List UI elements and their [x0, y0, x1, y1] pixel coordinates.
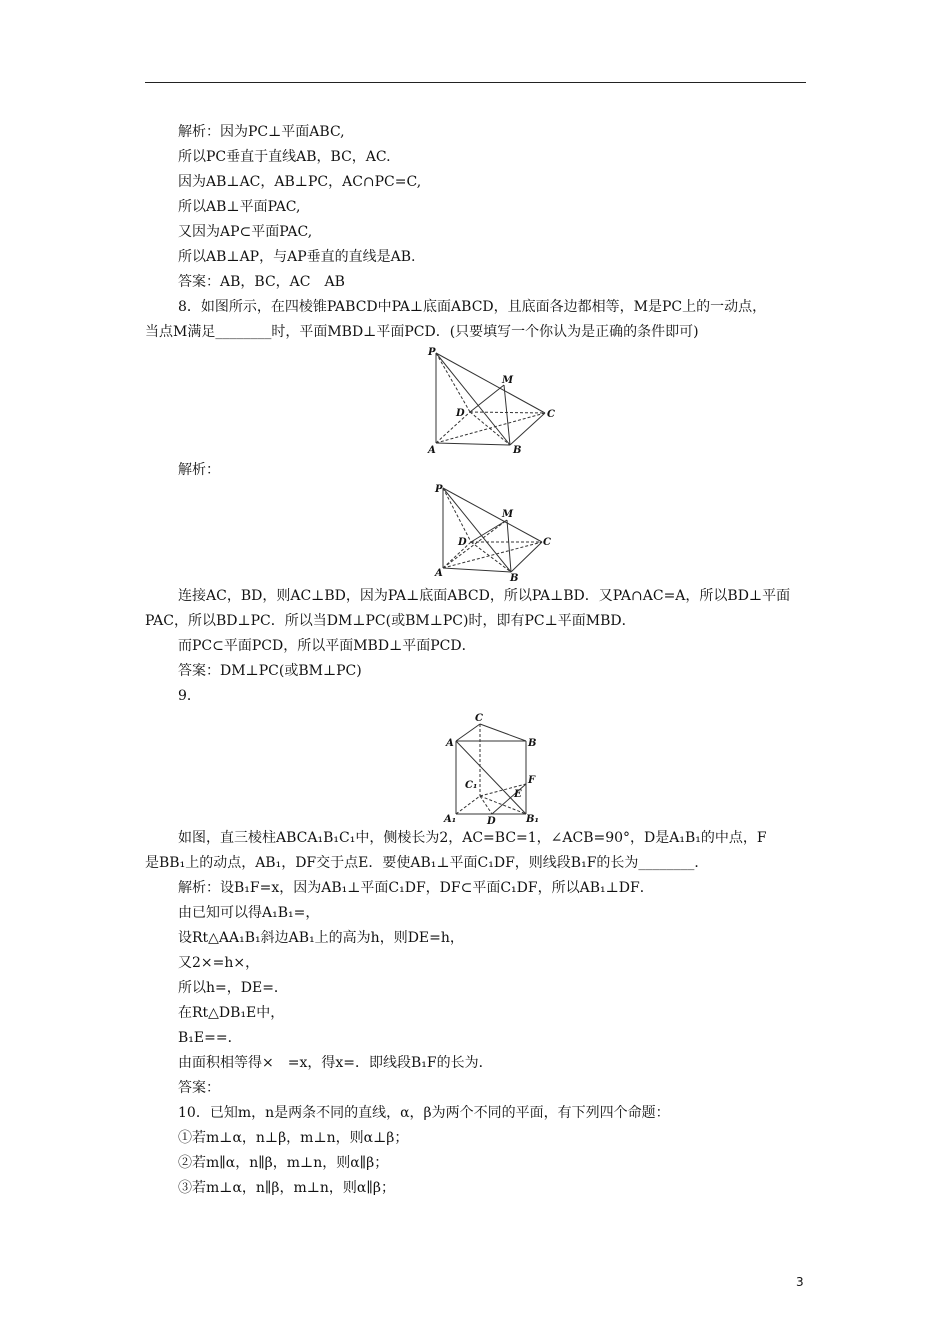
problem9-number: 9． — [178, 688, 201, 704]
solution7-answer: 答案：AB，BC，AC AB — [178, 274, 345, 290]
problem9-solution: 由已知可以得A₁B₁=， — [178, 905, 320, 921]
problem9-solution: 在Rt△DB₁E中， — [178, 1005, 285, 1021]
problem10-proposition: ③若m⊥α，n∥β，m⊥n，则α∥β； — [178, 1180, 395, 1196]
problem10-proposition: ②若m∥α，n∥β，m⊥n，则α∥β； — [178, 1155, 389, 1171]
label-C: C — [547, 409, 555, 420]
solution7-line: 所以AB⊥平面PAC, — [178, 199, 301, 215]
label-B: B — [510, 573, 519, 584]
problem9-solution: B₁E==． — [178, 1030, 242, 1046]
pyramid-solution-figure — [425, 480, 565, 585]
solution7-line: 因为AB⊥AC，AB⊥PC，AC∩PC=C, — [178, 174, 422, 190]
label-C1: C₁ — [465, 780, 478, 791]
solution7-line: 又因为AP⊂平面PAC, — [178, 224, 313, 240]
problem9-solution: 又2×=h×， — [178, 955, 260, 971]
problem9-solution: 所以h=，DE=． — [178, 980, 288, 996]
problem8-statement: 当点M满足________时，平面MBD⊥平面PCD．(只要填写一个你认为是正确的条件即可) — [145, 324, 699, 340]
label-P: P — [428, 347, 436, 358]
problem9-solution: 由面积相等得× =x，得x=．即线段B₁F的长为． — [178, 1055, 493, 1071]
problem8-answer: 答案：DM⊥PC(或BM⊥PC) — [178, 663, 362, 679]
label-E: E — [514, 789, 522, 800]
problem8-solution: PAC，所以BD⊥PC．所以当DM⊥PC(或BM⊥PC)时，即有PC⊥平面MBD． — [145, 613, 636, 629]
label-C: C — [475, 713, 483, 724]
problem9-statement: 如图，直三棱柱ABCA₁B₁C₁中，侧棱长为2，AC=BC=1，∠ACB=90°，D是A₁B₁的中点，F — [178, 830, 767, 846]
problem9-solution: 解析：设B₁F=x，因为AB₁⊥平面C₁DF，DF⊂平面C₁DF，所以AB₁⊥DF． — [178, 880, 654, 896]
problem10-statement: 10．已知m，n是两条不同的直线，α，β为两个不同的平面，有下列四个命题： — [178, 1105, 670, 1121]
label-A: A — [428, 445, 436, 456]
label-M: M — [502, 509, 514, 520]
label-F: F — [528, 775, 536, 786]
problem8-solution: 而PC⊂平面PCD，所以平面MBD⊥平面PCD． — [178, 638, 476, 654]
problem10-proposition: ①若m⊥α，n⊥β，m⊥n，则α⊥β； — [178, 1130, 409, 1146]
header-rule — [145, 82, 806, 83]
label-B: B — [513, 445, 522, 456]
label-M: M — [502, 375, 514, 386]
prism-figure — [440, 708, 550, 828]
problem9-answer: 答案： — [178, 1080, 220, 1096]
problem8-statement: 8．如图所示，在四棱锥PABCD中PA⊥底面ABCD，且底面各边都相等，M是PC上的一动点， — [178, 299, 767, 315]
label-A: A — [435, 568, 443, 579]
solution7-line: 解析：因为PC⊥平面ABC, — [178, 124, 345, 140]
label-C: C — [543, 537, 551, 548]
page-number: 3 — [796, 1275, 804, 1289]
pyramid-figure — [420, 345, 560, 460]
problem8-analysis-label: 解析： — [178, 462, 220, 478]
label-D: D — [456, 408, 465, 419]
label-P: P — [435, 484, 443, 495]
label-A: A — [446, 738, 454, 749]
label-B1: B₁ — [526, 814, 539, 825]
problem8-solution: 连接AC，BD，则AC⊥BD，因为PA⊥底面ABCD，所以PA⊥BD．又PA∩AC=A，所以BD⊥平面 — [178, 588, 791, 604]
label-D: D — [487, 816, 496, 827]
problem9-statement: 是BB₁上的动点，AB₁，DF交于点E．要使AB₁⊥平面C₁DF，则线段B₁F的长为________． — [145, 855, 709, 871]
label-B: B — [528, 738, 537, 749]
solution7-line: 所以PC垂直于直线AB，BC，AC. — [178, 149, 391, 165]
solution7-line: 所以AB⊥AP，与AP垂直的直线是AB. — [178, 249, 416, 265]
problem9-solution: 设Rt△AA₁B₁斜边AB₁上的高为h，则DE=h， — [178, 930, 464, 946]
label-A1: A₁ — [444, 814, 457, 825]
label-D: D — [458, 537, 467, 548]
